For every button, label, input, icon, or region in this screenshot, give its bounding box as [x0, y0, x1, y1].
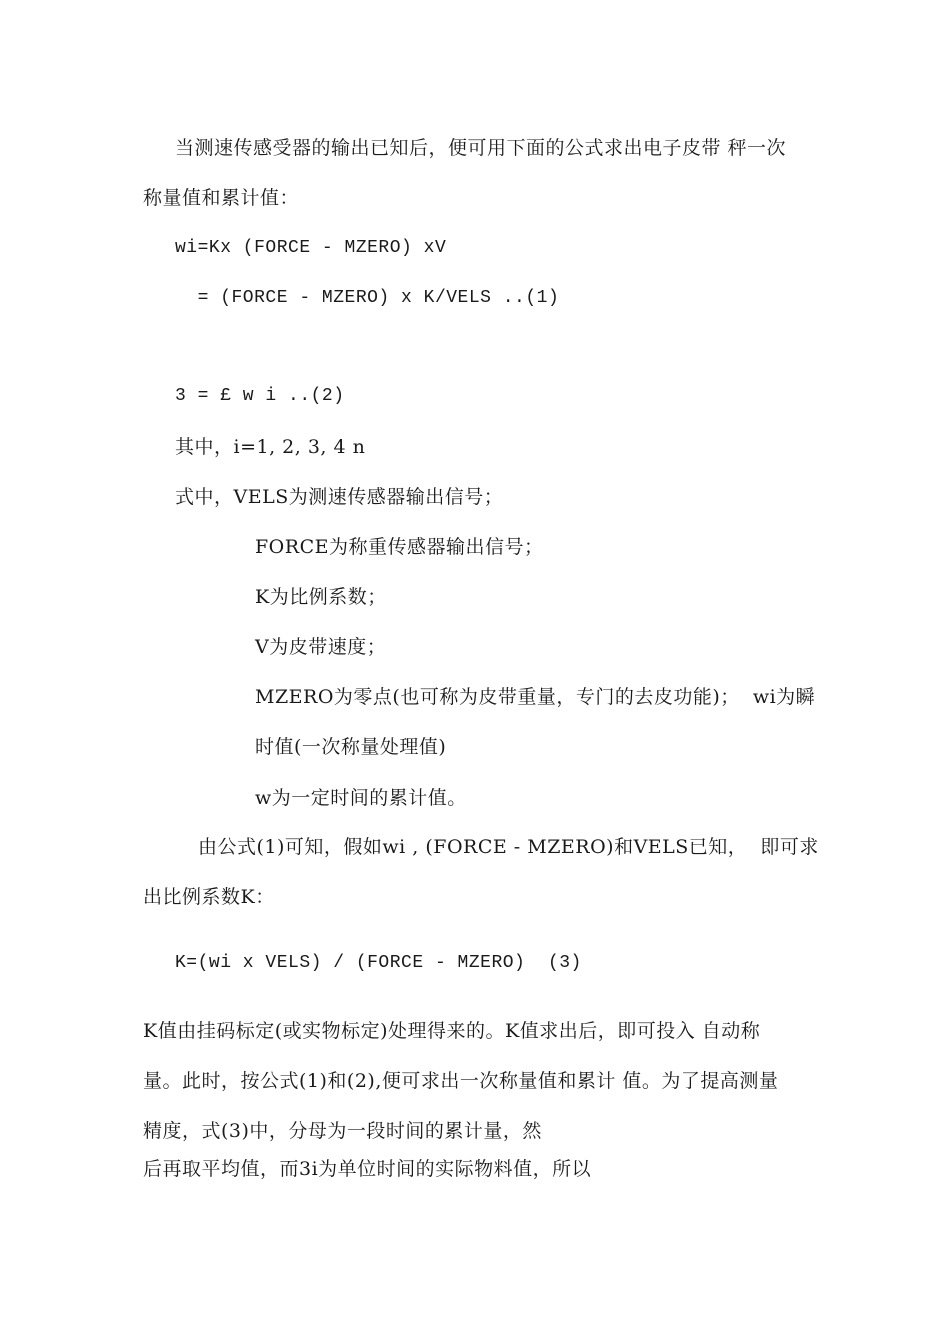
- paragraph-line: 出比例系数K：: [143, 886, 275, 908]
- paragraph-line: 由公式(1)可知，假如wi , (FORCE - MZERO)和VELS已知， 即可求: [198, 836, 819, 858]
- definition-line: K为比例系数；: [255, 586, 387, 608]
- paragraph-line: 精度，式(3)中，分母为一段时间的累计量，然: [143, 1120, 542, 1142]
- definition-line: MZERO为零点(也可称为皮带重量，专门的去皮功能)； wi为瞬: [255, 686, 816, 708]
- definition-line: w为一定时间的累计值。: [255, 787, 467, 809]
- paragraph-line: 称量值和累计值：: [143, 187, 300, 209]
- paragraph-line: 后再取平均值，而3i为单位时间的实际物料值，所以: [143, 1158, 592, 1180]
- definition-line: 时值(一次称量处理值): [255, 736, 447, 758]
- formula-line: K=(wi x VELS) / (FORCE - MZERO) (3): [175, 953, 582, 973]
- paragraph-line: K值由挂码标定(或实物标定)处理得来的。K值求出后，即可投入 自动称: [143, 1020, 761, 1042]
- paragraph-line: 其中，i=1, 2, 3, 4 n: [175, 436, 366, 458]
- formula-line: 3 = £ w i ..(2): [175, 386, 345, 406]
- definition-line: FORCE为称重传感器输出信号；: [255, 536, 544, 558]
- paragraph-line: 式中，VELS为测速传感器输出信号；: [175, 486, 504, 508]
- formula-line: = (FORCE - MZERO) x K/VELS ..(1): [175, 288, 560, 308]
- formula-line: wi=Kx (FORCE - MZERO) xV: [175, 238, 447, 258]
- paragraph-line: 量。此时，按公式(1)和(2),便可求出一次称量值和累计 值。为了提高测量: [143, 1070, 779, 1092]
- definition-line: V为皮带速度；: [255, 636, 387, 658]
- paragraph-line: 当测速传感受器的输出已知后，便可用下面的公式求出电子皮带 秤一次: [175, 137, 787, 159]
